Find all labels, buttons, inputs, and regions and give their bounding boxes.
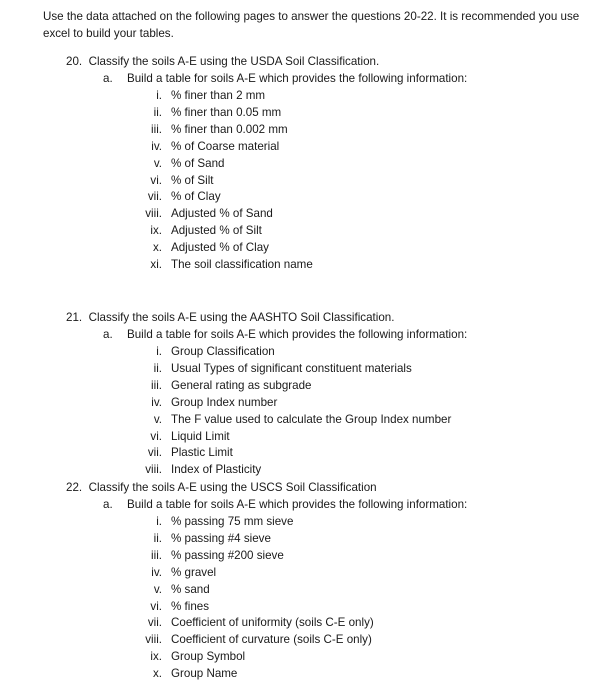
list-item-text: % finer than 2 mm [171, 89, 266, 102]
list-item-numeral: vii. [147, 190, 162, 204]
subquestion-label: a. [103, 498, 113, 511]
list-item [0, 614, 610, 631]
list-item-numeral: v. [153, 582, 162, 596]
list-item [0, 155, 610, 172]
question-number: 21. [66, 311, 83, 324]
list-item-numeral: v. [153, 156, 162, 170]
list-item-text: Index of Plasticity [171, 463, 262, 477]
list-item-numeral: ix. [150, 224, 162, 238]
list-item [0, 205, 610, 222]
question-22 [66, 479, 377, 496]
list-item-text: % gravel [171, 565, 217, 579]
list-item-text: % passing #200 sieve [171, 548, 284, 562]
list-item-text: % finer than 0.002 mm [171, 122, 288, 136]
list-item [0, 188, 610, 205]
list-item [0, 394, 610, 411]
subquestion-label: a. [103, 328, 113, 341]
list-item-text: % of Clay [171, 190, 221, 204]
list-item-numeral: iv. [151, 139, 162, 153]
list-item [0, 665, 610, 682]
list-item [0, 343, 610, 360]
list-item-numeral: viii. [145, 207, 162, 221]
list-item-numeral: vii. [147, 616, 162, 630]
list-item-numeral: vi. [150, 173, 162, 187]
question-21 [66, 309, 394, 326]
list-item-text: % sand [171, 582, 210, 596]
list-item-text: The F value used to calculate the Group Index number [171, 412, 452, 426]
list-item-numeral: iii. [151, 378, 162, 392]
list-item-text: Group Index number [171, 395, 278, 409]
list-item-numeral: vii. [147, 446, 162, 460]
list-item [0, 598, 610, 615]
list-item-text: Adjusted % of Clay [171, 241, 269, 255]
list-item-numeral: vi. [150, 599, 162, 613]
list-item-numeral: iii. [151, 122, 162, 136]
subquestion-text: Build a table for soils A-E which provides the following information: [127, 328, 468, 341]
list-item-text: Liquid Limit [171, 429, 230, 443]
list-item-numeral: iii. [151, 548, 162, 562]
subquestion-text: Build a table for soils A-E which provides the following information: [127, 498, 468, 511]
list-item [0, 411, 610, 428]
list-item [0, 547, 610, 564]
list-item [0, 256, 610, 273]
list-item-numeral: xi. [150, 258, 162, 271]
subquestion [103, 496, 467, 513]
list-item [0, 172, 610, 189]
list-item [0, 564, 610, 581]
list-item-numeral: iv. [151, 565, 162, 579]
list-item-numeral: ii. [153, 105, 162, 119]
question-text: Classify the soils A-E using the USDA Soil Classification. [88, 55, 380, 68]
list-item-text: % finer than 0.05 mm [171, 105, 282, 119]
list-item [0, 444, 610, 461]
list-item-numeral: i. [156, 89, 162, 102]
list-item-text: Adjusted % of Sand [171, 207, 273, 221]
question-text: Classify the soils A-E using the AASHTO Soil Classification. [88, 311, 395, 324]
list-item-numeral: iv. [151, 395, 162, 409]
list-item [0, 104, 610, 121]
list-item [0, 138, 610, 155]
question-text: Classify the soils A-E using the USCS Soil Classification [88, 481, 377, 494]
list-item [0, 121, 610, 138]
list-item-text: Adjusted % of Silt [171, 224, 262, 238]
subquestion-text: Build a table for soils A-E which provides the following information: [127, 72, 468, 85]
list-item-text: % passing #4 sieve [171, 531, 271, 545]
list-item [0, 581, 610, 598]
list-item-text: % fines [171, 599, 210, 613]
list-item [0, 648, 610, 665]
list-item [0, 377, 610, 394]
list-item-text: % of Coarse material [171, 139, 280, 153]
list-item [0, 87, 610, 104]
list-item [0, 222, 610, 239]
list-item-numeral: v. [153, 412, 162, 426]
list-item-text: % of Sand [171, 156, 225, 170]
list-item-text: Coefficient of curvature (soils C-E only) [171, 633, 372, 647]
list-item-numeral: x. [152, 667, 162, 681]
list-item-text: Plastic Limit [171, 446, 233, 460]
list-item-numeral: viii. [145, 463, 162, 477]
list-item [0, 631, 610, 648]
subquestion-label: a. [103, 72, 113, 85]
list-item-numeral: ix. [150, 650, 162, 664]
intro-paragraph: Use the data attached on the following pages to answer the questions 20-22. It is recommended you use excel to build your tables. [43, 10, 580, 40]
question-20 [66, 53, 379, 70]
list-item [0, 513, 610, 530]
list-item-numeral: viii. [145, 633, 162, 647]
list-item [0, 428, 610, 445]
list-item [0, 360, 610, 377]
list-item-numeral: vi. [150, 429, 162, 443]
list-item-numeral: ii. [153, 361, 162, 375]
list-item-text: % of Silt [171, 173, 214, 187]
list-item [0, 239, 610, 256]
subquestion [103, 326, 467, 343]
list-item-text: % passing 75 mm sieve [171, 515, 294, 528]
list-item-numeral: x. [152, 241, 162, 255]
list-item-numeral: i. [156, 345, 162, 358]
list-item-text: Group Symbol [171, 650, 246, 664]
list-item-text: The soil classification name [171, 258, 313, 271]
question-number: 22. [66, 481, 83, 494]
list-item-numeral: i. [156, 515, 162, 528]
list-item-text: Coefficient of uniformity (soils C-E only) [171, 616, 374, 630]
list-item [0, 461, 610, 478]
question-number: 20. [66, 55, 83, 68]
subquestion [103, 70, 467, 87]
list-item-text: Group Name [171, 667, 238, 681]
list-item-numeral: ii. [153, 531, 162, 545]
list-item-text: Group Classification [171, 345, 275, 358]
list-item-text: General rating as subgrade [171, 378, 312, 392]
list-item-text: Usual Types of significant constituent materials [171, 361, 412, 375]
list-item [0, 530, 610, 547]
